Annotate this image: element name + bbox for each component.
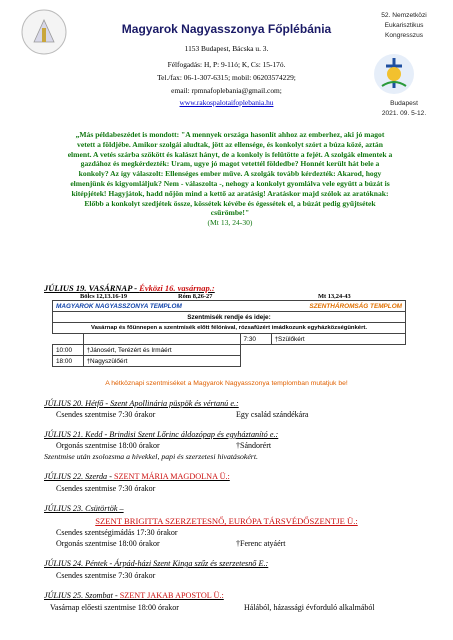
congress-line3: Kongresszus — [384, 32, 424, 39]
monday-mass: Csendes szentmise 7:30 órakor — [56, 410, 156, 419]
thursday-intent: †Ferenc atyáért — [236, 539, 286, 548]
church-left: MAGYAROK NAGYASSZONYA TEMPLOM — [53, 301, 241, 312]
tuesday-intent: †Sándorért — [236, 441, 272, 450]
tuesday-mass: Orgonás szentmise 18:00 órakor — [56, 441, 160, 450]
saturday-intent: Hálából, házassági évforduló alkalmából — [244, 603, 375, 612]
gospel-verse — [66, 130, 394, 228]
friday-mass: Csendes szentmise 7:30 órakor — [56, 571, 156, 580]
tuesday-title: JÚLIUS 21. Kedd - Brindisi Szent Lőrinc áldozópap és egyháztanító e.: — [44, 430, 279, 439]
parish-address: 1153 Budapest, Bácska u. 3. — [184, 44, 269, 53]
sunday-row-right-intent: †Szülőkért — [271, 334, 406, 345]
wednesday-mass: Csendes szentmise 7:30 órakor — [56, 484, 156, 493]
sunday-heading: JÚLIUS 19. VASÁRNAP - Évközi 16. vasárnap.: — [44, 283, 215, 293]
office-hours: Félfogadás: H, P: 9-11ó; K, Cs: 15-17ó. — [167, 60, 286, 69]
sunday-row-time: 10:00 — [53, 345, 84, 356]
sunday-row-intent: †Jánosért, Terézért és Irmáért — [83, 345, 240, 356]
thursday-feast: SZENT BRIGITTA SZERZETESNŐ, EURÓPA TÁRSVÉDŐSZENTJE Ü.: — [95, 516, 358, 526]
tuesday-extra: Szentmise után zsolozsma a hívekkel, papi és szerzetesi hivatásokért. — [44, 452, 258, 461]
weekday-notice: A hétköznapi szentmiséket a Magyarok Nagyasszonya templomban mutatjuk be! — [105, 380, 348, 387]
friday-title: JÚLIUS 24. Péntek - Árpád-házi Szent Kinga szűz és szerzetesnő E.: — [44, 559, 269, 568]
congress-line2: Eukarisztikus — [384, 22, 424, 29]
thursday-mass: Orgonás szentmise 18:00 órakor — [56, 539, 160, 548]
order-note: Vasárnap és főünnepen a szentmisék előtt félórával, rózsafüzért imádkozunk egyházközségünkért. — [53, 323, 406, 334]
monday-title: JÚLIUS 20. Hétfő - Szent Apollinária püspök és vértanú e.: — [44, 399, 239, 408]
thursday-adoration: Csendes szentségimádás 17:30 órakor — [56, 528, 178, 537]
sunday-row-right-time: 7:30 — [240, 334, 271, 345]
phone-line: Tel./fax: 06-1-307-6315; mobil: 06203574229; — [157, 73, 296, 82]
verse-reference: (Mt 13, 24-30) — [207, 218, 253, 228]
congress-line1: 52. Nemzetközi — [381, 12, 427, 19]
church-right: SZENTHÁROMSÁG TEMPLOM — [240, 301, 406, 312]
saturday-mass: Vasárnap előesti szentmise 18:00 órakor — [50, 603, 179, 612]
thursday-title: JÚLIUS 23. Csütörtök – — [44, 504, 124, 513]
congress-city: Budapest — [390, 100, 418, 107]
congress-date: 2021. 09. 5-12. — [381, 110, 427, 117]
saturday-title: JÚLIUS 25. Szombat - SZENT JAKAB APOSTOL Ü.: — [44, 591, 224, 600]
verse-text: „Más példabeszédet is mondott: "A mennyek országa hasonlít ahhoz az emberhez, aki jó magot vetett a földjébe. Amikor szolgái aludtak, jött az ellensége, és konkolyt szórt a búza közé, aztán elment. A vetés szárba szökött és kalászt hányt, de a konkoly is felütötte a fejét. A szolgák elmentek a gazdához és megkérdezték: Uram, ugye jó magot vetettél földedbe? Honnét került hát bele a konkoly? Az így válaszolt: Ellenséges ember műve. A szolgák tovább kérdezték: Akarod, hogy elmenjünk és kigyomláljuk? Nem - válaszolta -, nehogy a konkolyt gyomlálva vele együtt a búzát is kitépjétek! Hagyjátok, hadd nőjön mind a kettő az aratásig! Aratáskor majd szólok az aratóknak: Előbb a konkolyt szedjétek össze, kössétek kévébe és égessétek el, a búzát pedig gyűjtsétek csűrömbe!" — [67, 130, 393, 218]
website-link[interactable]: www.rakospalotaifoplebania.hu — [179, 98, 274, 107]
wednesday-title: JÚLIUS 22. Szerda - SZENT MÁRIA MAGDOLNA Ü.: — [44, 472, 230, 481]
monday-intent: Egy család szándékára — [236, 410, 309, 419]
email-line: email: rpmnafoplebania@gmail.com; — [171, 86, 282, 95]
order-title: Szentmisék rendje és ideje: — [53, 312, 406, 323]
parish-title: Magyarok Nagyasszonya Főplébánia — [121, 22, 332, 36]
congress-logo — [372, 52, 416, 96]
sunday-row-time: 18:00 — [53, 356, 84, 367]
sunday-schedule-table — [52, 300, 406, 367]
sunday-row-intent: †Nagyszülőért — [83, 356, 240, 367]
